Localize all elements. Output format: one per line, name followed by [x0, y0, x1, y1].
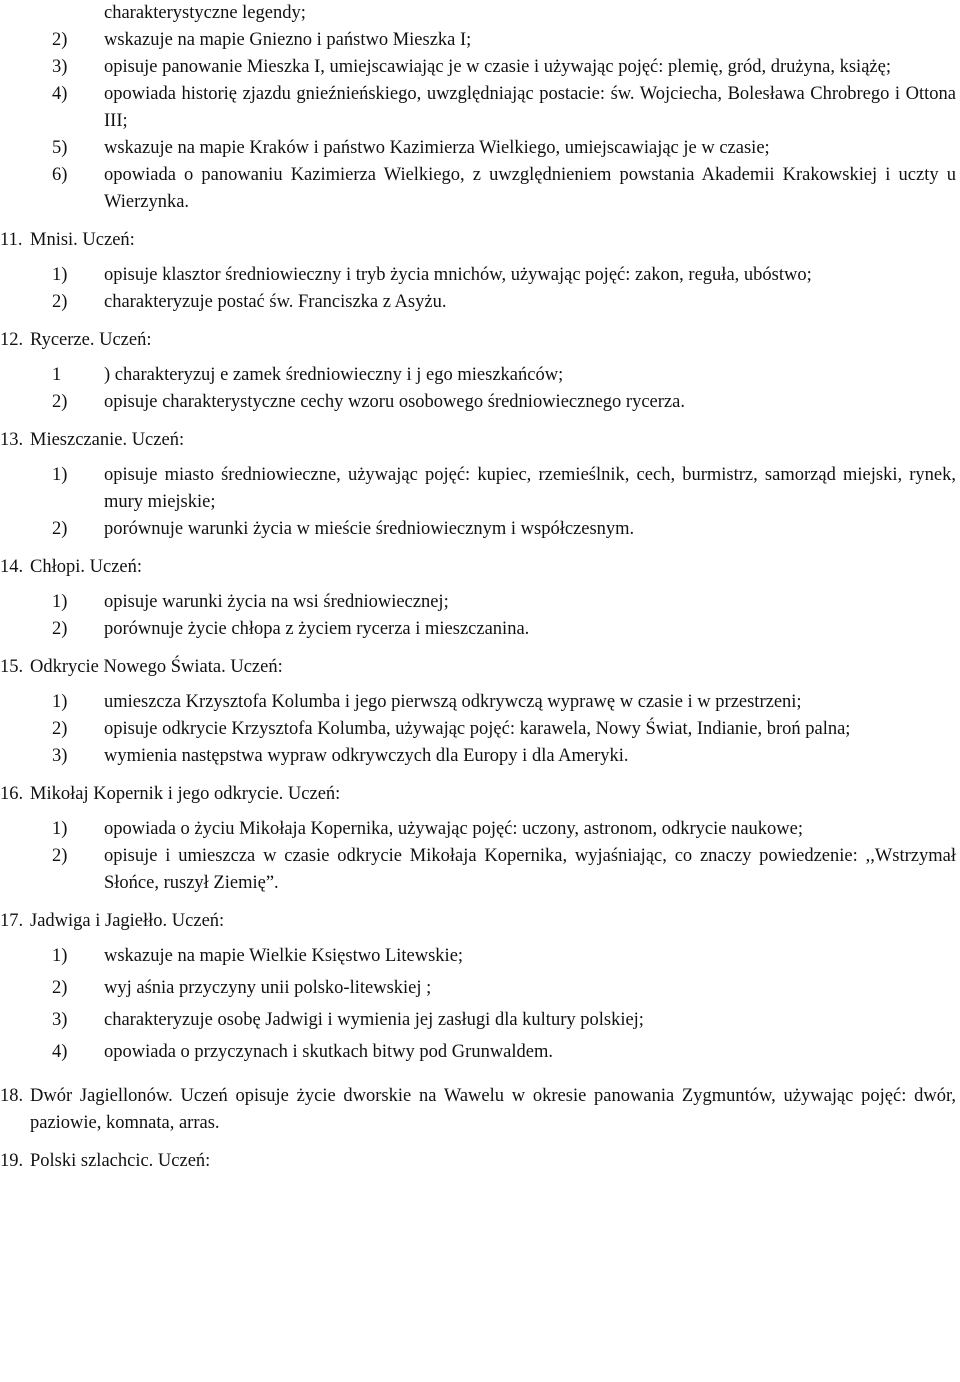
item-text: opisuje charakterystyczne cechy wzoru osobowego średniowiecznego rycerza.	[104, 392, 685, 412]
section-heading	[0, 654, 960, 681]
section-title: Rycerze. Uczeń:	[30, 330, 152, 350]
item-number: 2)	[52, 292, 68, 312]
item-number: 4)	[52, 1042, 68, 1062]
section-number: 19.	[0, 1151, 24, 1171]
continuation-text: charakterystyczne legendy;	[104, 3, 306, 23]
list-item	[0, 135, 960, 162]
item-text: opisuje warunki życia na wsi średniowiecznej;	[104, 592, 449, 612]
item-number: 3)	[52, 746, 68, 766]
list-item	[0, 54, 960, 81]
list-item	[0, 27, 960, 54]
list-item	[0, 1039, 960, 1066]
item-text: opisuje odkrycie Krzysztofa Kolumba, używając pojęć: karawela, Nowy Świat, Indianie, broń palna;	[104, 719, 851, 739]
item-text: opisuje panowanie Mieszka I, umiejscawiając je w czasie i używając pojęć: plemię, gród, drużyna, książę;	[104, 57, 891, 77]
item-number: 3)	[52, 1010, 68, 1030]
item-number: 2)	[52, 392, 68, 412]
item-text: opisuje klasztor średniowieczny i tryb życia mnichów, używając pojęć: zakon, reguła, ubóstwo;	[104, 265, 812, 285]
section-number: 15.	[0, 657, 24, 677]
section-number: 13.	[0, 430, 24, 450]
item-text: wskazuje na mapie Kraków i państwo Kazimierza Wielkiego, umiejscawiając je w czasie;	[104, 138, 770, 158]
item-number: 1)	[52, 465, 68, 485]
list-item	[0, 362, 960, 389]
list-item	[0, 516, 960, 543]
item-number: 1)	[52, 692, 68, 712]
list-item	[0, 616, 960, 643]
item-text: wskazuje na mapie Gniezno i państwo Mieszka I;	[104, 30, 472, 50]
item-text: opowiada o życiu Mikołaja Kopernika, używając pojęć: uczony, astronom, odkrycie naukowe;	[104, 819, 803, 839]
list-item	[0, 843, 960, 897]
section-number: 12.	[0, 330, 24, 350]
section-title: Odkrycie Nowego Świata. Uczeń:	[30, 657, 283, 677]
item-number: 4)	[52, 84, 68, 104]
item-number: 2)	[52, 619, 68, 639]
section-title: Mikołaj Kopernik i jego odkrycie. Uczeń:	[30, 784, 341, 804]
list-item	[0, 289, 960, 316]
item-number: 1)	[52, 946, 68, 966]
item-text: porównuje warunki życia w mieście średniowiecznym i współczesnym.	[104, 519, 635, 539]
list-item	[0, 162, 960, 216]
item-number: 2)	[52, 519, 68, 539]
item-text: charakteryzuje osobę Jadwigi i wymienia jej zasługi dla kultury polskiej;	[104, 1010, 644, 1030]
list-item	[0, 716, 960, 743]
item-text: opisuje i umieszcza w czasie odkrycie Mikołaja Kopernika, wyjaśniając, co znaczy powiedzenie: ,,Wstrzymał Słońce, ruszył Ziemię”.	[104, 846, 956, 893]
item-number: 2)	[52, 846, 68, 866]
section-heading	[0, 227, 960, 254]
item-number: 1)	[52, 265, 68, 285]
list-item	[0, 589, 960, 616]
item-text: opisuje miasto średniowieczne, używając pojęć: kupiec, rzemieślnik, cech, burmistrz, samorząd miejski, rynek, mury miejskie;	[104, 465, 956, 512]
item-text: wymienia następstwa wypraw odkrywczych dla Europy i dla Ameryki.	[104, 746, 629, 766]
list-item	[0, 743, 960, 770]
list-item	[0, 262, 960, 289]
item-number: 2)	[52, 30, 68, 50]
item-text: opowiada historię zjazdu gnieźnieńskiego, uwzględniając postacie: św. Wojciecha, Bolesława Chrobrego i Ottona III;	[104, 84, 956, 131]
section-title: Mnisi. Uczeń:	[30, 230, 135, 250]
list-item	[0, 943, 960, 970]
item-text: umieszcza Krzysztofa Kolumba i jego pierwszą odkrywczą wyprawę w czasie i w przestrzeni;	[104, 692, 802, 712]
section-title: Jadwiga i Jagiełło. Uczeń:	[30, 911, 225, 931]
section-heading	[0, 908, 960, 935]
item-text: porównuje życie chłopa z życiem rycerza i mieszczanina.	[104, 619, 530, 639]
item-number: 1)	[52, 592, 68, 612]
item-text: ) charakteryzuj e zamek średniowieczny i j ego mieszkańców;	[104, 365, 564, 385]
item-number: 3)	[52, 57, 68, 77]
section-heading	[0, 427, 960, 454]
section-title: Chłopi. Uczeń:	[30, 557, 143, 577]
section-heading	[0, 327, 960, 354]
item-text: wskazuje na mapie Wielkie Księstwo Litewskie;	[104, 946, 464, 966]
list-item	[0, 1007, 960, 1034]
item-number: 2)	[52, 978, 68, 998]
section-number: 18.	[0, 1086, 24, 1106]
section-title: Dwór Jagiellonów. Uczeń opisuje życie dworskie na Wawelu w okresie panowania Zygmuntów, używając pojęć: dwór, paziowie, komnata, arras.	[30, 1086, 956, 1133]
section-heading	[0, 781, 960, 808]
item-text: opowiada o przyczynach i skutkach bitwy pod Grunwaldem.	[104, 1042, 554, 1062]
item-number: 2)	[52, 719, 68, 739]
item-number: 1	[52, 365, 62, 385]
section-number: 17.	[0, 911, 24, 931]
list-item	[0, 975, 960, 1002]
section-heading	[0, 554, 960, 581]
item-text: charakteryzuje postać św. Franciszka z Asyżu.	[104, 292, 447, 312]
item-text: wyj aśnia przyczyny unii polsko-litewskiej ;	[104, 978, 432, 998]
section-number: 11.	[0, 230, 23, 250]
list-item	[0, 689, 960, 716]
item-number: 5)	[52, 138, 68, 158]
list-item	[0, 81, 960, 135]
section-heading	[0, 1148, 960, 1175]
list-item	[0, 389, 960, 416]
section-number: 16.	[0, 784, 24, 804]
list-item	[0, 462, 960, 516]
item-text: opowiada o panowaniu Kazimierza Wielkiego, z uwzględnieniem powstania Akademii Krakowskiej i uczty u Wierzynka.	[104, 165, 956, 212]
section-heading	[0, 1083, 960, 1137]
section-number: 14.	[0, 557, 24, 577]
section-title: Mieszczanie. Uczeń:	[30, 430, 185, 450]
item-number: 1)	[52, 819, 68, 839]
item-number: 6)	[52, 165, 68, 185]
section-title: Polski szlachcic. Uczeń:	[30, 1151, 211, 1171]
list-item	[0, 816, 960, 843]
